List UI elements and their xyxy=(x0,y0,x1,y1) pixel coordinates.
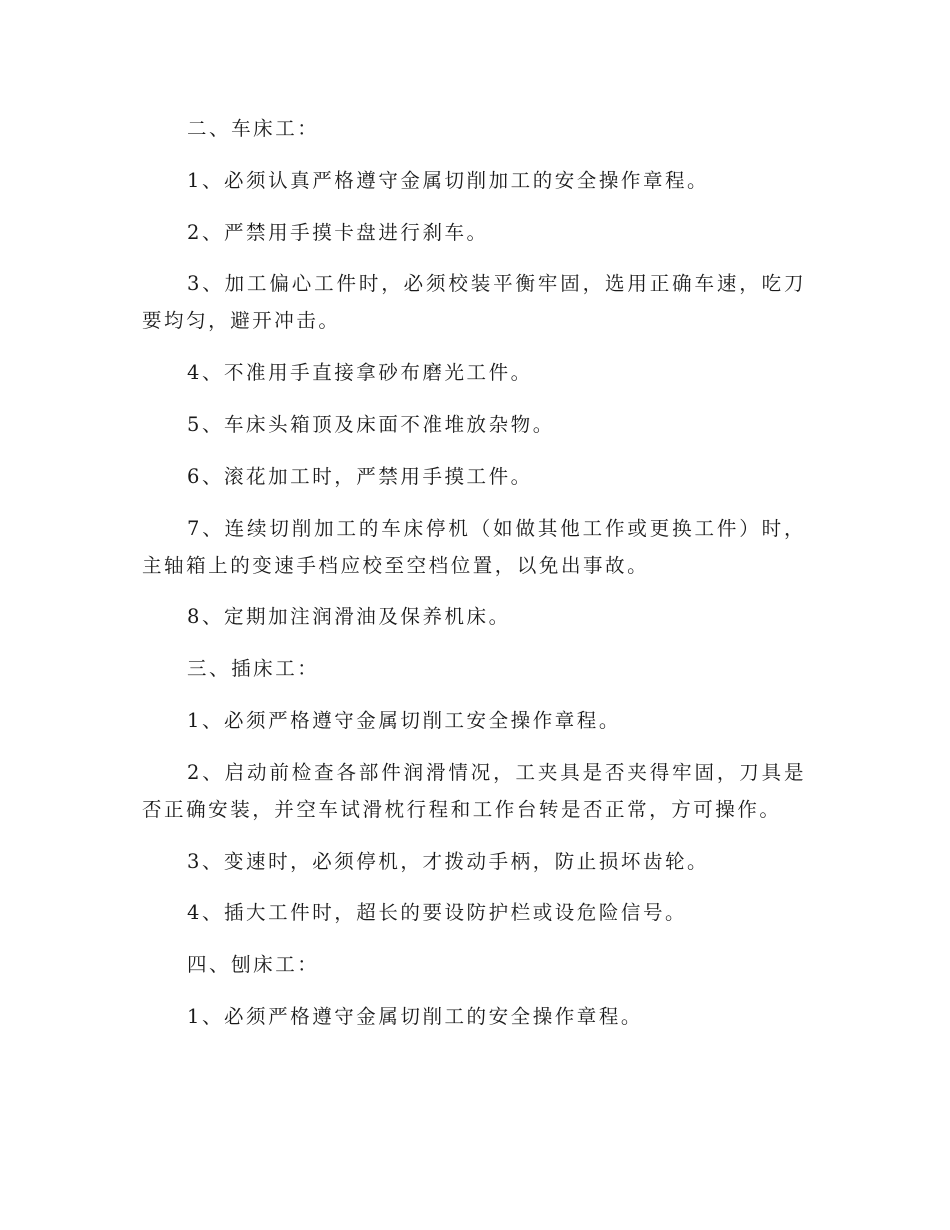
document-body xyxy=(142,110,806,1050)
planer-rule-1: 1、必须严格遵守金属切削工的安全操作章程。 xyxy=(187,1004,643,1028)
slotter-rule-4: 4、插大工件时，超长的要设防护栏或设危险信号。 xyxy=(187,901,688,925)
lathe-rule-6: 6、滚花加工时，严禁用手摸工件。 xyxy=(187,464,533,488)
lathe-rule-2: 2、严禁用手摸卡盘进行刹车。 xyxy=(187,220,489,244)
section-heading-planer: 四、刨床工： xyxy=(187,953,320,977)
section-heading-lathe: 二、车床工： xyxy=(187,117,320,140)
slotter-rule-3: 3、变速时，必须停机，才拨动手柄，防止损坏齿轮。 xyxy=(187,849,710,873)
lathe-rule-5: 5、车床头箱顶及床面不准堆放杂物。 xyxy=(187,412,555,436)
lathe-rule-4: 4、不准用手直接拿砂布磨光工件。 xyxy=(187,361,533,385)
slotter-rule-1: 1、必须严格遵守金属切削工安全操作章程。 xyxy=(187,708,621,732)
slotter-rule-2: 2、启动前检查各部件润滑情况，工夹具是否夹得牢固，刀具是否正确安装，并空车试滑枕行程和工作台转是否正常，方可操作。 xyxy=(142,760,806,821)
lathe-rule-7: 7、连续切削加工的车床停机（如做其他工作或更换工件）时，主轴箱上的变速手档应校至空档位置，以免出事故。 xyxy=(142,516,806,577)
lathe-rule-8: 8、定期加注润滑油及保养机床。 xyxy=(187,605,511,629)
lathe-rule-3: 3、加工偏心工件时，必须校装平衡牢固，选用正确车速，吃刀要均匀，避开冲击。 xyxy=(142,272,806,333)
section-heading-slotter: 三、插床工： xyxy=(187,657,320,681)
lathe-rule-1: 1、必须认真严格遵守金属切削加工的安全操作章程。 xyxy=(187,168,710,192)
